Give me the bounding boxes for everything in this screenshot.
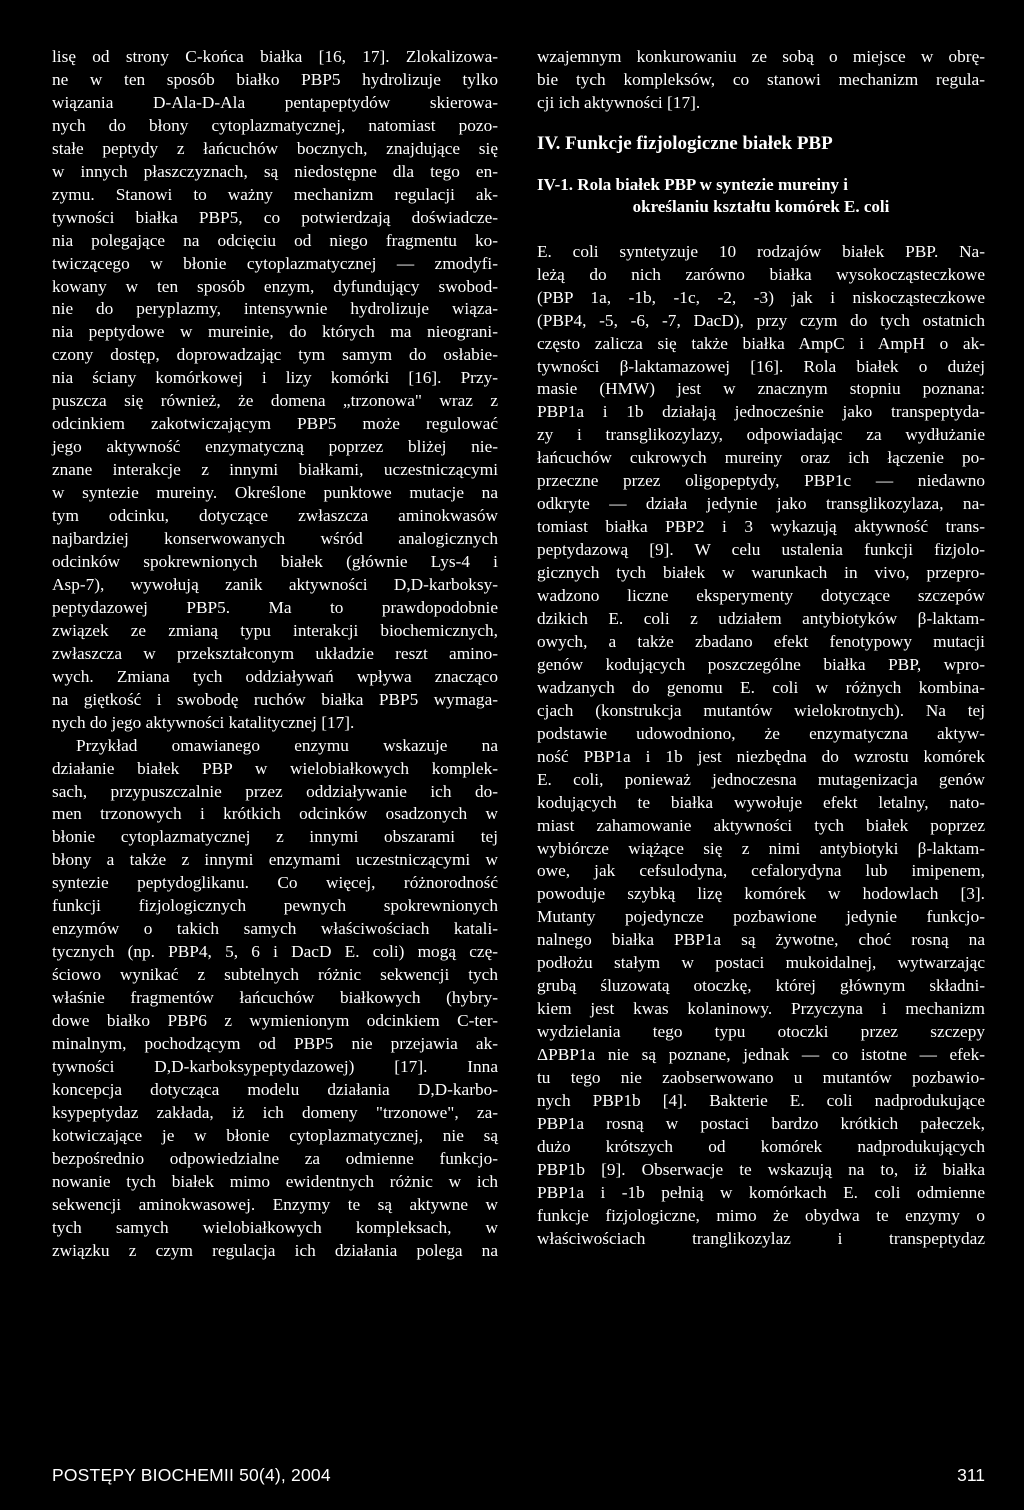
text-line: Asp-7), wywołują zanik aktywności D,D-karboksy-: [52, 574, 498, 594]
text-line: nie do peryplazmy, intensywnie hydrolizuje wiąza-: [52, 299, 498, 319]
text-line: najbardziej konserwowanych wśród analogicznych: [52, 529, 498, 549]
text-line: związku z czym regulacja ich działania polega na: [52, 1240, 498, 1260]
text-line: działanie białek PBP w wielobiałkowych komplek-: [52, 758, 498, 778]
text-line: ksypeptydaz zakłada, iż ich domeny "trzonowe", za-: [52, 1102, 498, 1122]
spacer: [537, 115, 985, 133]
text-line: powoduje szybką lizę komórek w hodowlach [3].: [537, 884, 985, 904]
text-line: tywności β-laktamazowej [16]. Rola białek o dużej: [537, 356, 985, 376]
text-line: E. coli syntetyzuje 10 rodzajów białek PBP. Na-: [537, 241, 985, 261]
text-line: grubą śluzowatą otoczkę, której głównym składni-: [537, 976, 985, 996]
text-line: ne w ten sposób białko PBP5 hydrolizuje tylko: [52, 69, 498, 89]
text-line: zymu. Stanowi to ważny mechanizm regulacji ak-: [52, 184, 498, 204]
text-line: nych do błony cytoplazmatycznej, natomiast pozo-: [52, 115, 498, 135]
text-line: wych. Zmiana tych oddziaływań wpływa znacząco: [52, 666, 498, 686]
text-line: łańcuchów cukrowych mureiny oraz ich łączenie po-: [537, 448, 985, 468]
text-line: przeczne przez oligopeptydy, PBP1c — niedawno: [537, 471, 985, 491]
text-line: kowany w ten sposób enzym, dyfundujący swobod-: [52, 276, 498, 296]
text-line: kotwiczające je w błonie cytoplazmatycznej, nie są: [52, 1125, 498, 1145]
text-line: tywności białka PBP5, co potwierdzają doświadcze-: [52, 207, 498, 227]
text-line: dzikich E. coli z udziałem antybiotyków β-laktam-: [537, 609, 985, 628]
text-line: tu tego nie zaobserwowano u mutantów pozbawio-: [537, 1068, 985, 1088]
text-line: enzymów o takich samych właściwościach katali-: [52, 919, 498, 939]
text-line: wydzielania tego typu otoczki przez szczepy: [537, 1022, 985, 1042]
paragraph-multiprotein-complexes: [52, 735, 498, 1263]
text-line: czony dostęp, doprowadzając tym samym do osłabie-: [52, 345, 498, 365]
text-line: podłożu stałym w postaci mukoidalnej, wytwarzając: [537, 953, 985, 973]
text-line: w syntezie mureiny. Określone punktowe mutacje na: [52, 483, 498, 503]
text-line: związek ze zmianą typu interakcji biochemicznych,: [52, 620, 498, 640]
text-line: gicznych tych białek w warunkach in vivo, przepro-: [537, 563, 985, 583]
right-column: [537, 46, 985, 1251]
text-line: nych do jego aktywności katalitycznej [17].: [52, 712, 355, 732]
text-line: nia polegające na odcięciu od niego fragmentu ko-: [52, 230, 498, 250]
text-line: cjach (konstrukcja mutantów wielokrotnych). Na tej: [537, 700, 985, 720]
text-line: nalnego białka PBP1a są żywotne, choć rosną na: [537, 930, 985, 950]
subsection-heading-line: IV-1. Rola białek PBP w syntezie mureiny i: [537, 174, 849, 194]
text-line: ściowo wynikać z subtelnych różnic sekwencji tych: [52, 965, 498, 985]
paragraph-pbp5-regulation: [52, 46, 498, 735]
spacer: [537, 218, 985, 241]
section-heading: IV. Funkcje fizjologiczne białek PBP: [537, 132, 833, 154]
text-line: lisę od strony C-końca białka [16, 17]. Zlokalizowa-: [52, 47, 498, 66]
text-line: dowe białko PBP6 z wymienionym odcinkiem C-ter-: [52, 1011, 498, 1031]
page-number: 311: [957, 1465, 985, 1485]
text-line: nych PBP1b [4]. Bakterie E. coli nadprodukujące: [537, 1091, 985, 1111]
text-line: błonie cytoplazmatycznej z innymi obszarami tej: [52, 827, 498, 847]
text-line: wadzono liczne eksperymenty dotyczące szczepów: [537, 586, 985, 606]
subsection-heading: [537, 174, 985, 218]
text-line: kiem jest kwas kolaninowy. Przyczyna i mechanizm: [537, 999, 985, 1019]
text-line: ΔPBP1a nie są poznane, jednak — co istotne — efek-: [537, 1045, 985, 1065]
text-line: minalnym, pochodzącym od PBP5 nie przejawia ak-: [52, 1033, 498, 1053]
text-line: nia ściany komórkowej i lizy komórki [16]. Przy-: [52, 368, 498, 388]
text-line: (PBP4, -5, -6, -7, DacD), przy czym do tych ostatnich: [537, 310, 985, 330]
text-line: masie (HMW) jest w znacznym stopniu poznana:: [537, 379, 985, 399]
text-line: E. coli, ponieważ jednoczesna mutagenizacja genów: [537, 769, 985, 789]
text-line: ność PBP1a i 1b jest niezbędna do wzrostu komórek: [537, 746, 985, 766]
text-line: men trzonowych i krótkich odcinków osadzonych w: [52, 804, 498, 824]
text-line: wadzanych do genomu E. coli w różnych kombina-: [537, 677, 985, 697]
text-line: odkryte — działa jedynie jako transglikozylaza, na-: [537, 494, 985, 514]
text-line: tywności D,D-karboksypeptydazowej) [17]. Inna: [52, 1056, 498, 1076]
text-line: syntezie peptydoglikanu. Co więcej, różnorodność: [52, 873, 498, 893]
text-line: twiczącego w błonie cytoplazmatycznej — zmodyfi-: [52, 253, 498, 273]
text-line: peptydazową [9]. W celu ustalenia funkcji fizjolo-: [537, 540, 985, 560]
text-line: puszcza się również, że domena „trzonowa" wraz z: [52, 391, 498, 411]
text-line: właśnie fragmentów łańcuchów białkowych (hybry-: [52, 988, 498, 1008]
text-line: Przykład omawianego enzymu wskazuje na: [76, 735, 498, 755]
text-line: podstawie udowodniono, że enzymatyczna aktyw-: [537, 723, 985, 743]
left-column: [52, 46, 498, 1263]
text-line: funkcji fizjologicznych pewnych spokrewnionych: [52, 896, 498, 916]
text-line: koncepcja dotycząca modelu działania D,D-karbo-: [52, 1079, 498, 1099]
text-line: nia peptydowe w mureinie, do których ma nieograni-: [52, 322, 498, 342]
text-line: PBP1a rosną w postaci bardzo krótkich pałeczek,: [537, 1113, 985, 1133]
text-line: peptydazowej PBP5. Ma to prawdopodobnie: [52, 597, 498, 617]
spacer: [537, 156, 985, 174]
text-line: w innych płaszczyznach, są niedostępne dla tego en-: [52, 161, 498, 181]
text-line: dużo krótszych od komórek nadprodukujących: [537, 1136, 985, 1156]
text-line: znane interakcje z innymi białkami, uczestniczącymi: [52, 460, 498, 480]
text-line: na giętkość i swobodę ruchów białka PBP5 wymaga-: [52, 689, 498, 709]
text-line: bezpośrednio odpowiedzialne za odmienne funkcjo-: [52, 1148, 498, 1168]
text-line: cji ich aktywności [17].: [537, 92, 701, 112]
text-line: zwłaszcza w przekształconym układzie reszt amino-: [52, 643, 498, 663]
text-line: (PBP 1a, -1b, -1c, -2, -3) jak i niskocząsteczkowe: [537, 287, 985, 307]
text-line: Mutanty pojedyncze pozbawione jedynie funkcjo-: [537, 907, 985, 927]
paragraph-pbp-functions: [537, 241, 985, 1251]
text-line: odcinkiem zakotwiczającym PBP5 może regulować: [52, 414, 498, 434]
text-line: tycznych (np. PBP4, 5, 6 i DacD E. coli) mogą czę-: [52, 942, 498, 962]
text-line: kodujących te białka wywołuje efekt letalny, nato-: [537, 792, 985, 812]
text-line: wzajemnym konkurowaniu ze sobą o miejsce w obrę-: [537, 47, 985, 66]
text-line: bie tych kompleksów, co stanowi mechanizm regula-: [537, 69, 985, 89]
text-line: tym odcinku, dotyczące zwłaszcza aminokwasów: [52, 506, 498, 526]
text-line: zy i transglikozylazy, odpowiadając za wydłużanie: [537, 425, 985, 445]
text-line: genów kodujących poszczególne białka PBP, wpro-: [537, 654, 985, 674]
text-line: stałe peptydy z łańcuchów bocznych, znajdujące się: [52, 138, 498, 158]
text-line: owych, a także zbadano efekt fenotypowy mutacji: [537, 631, 985, 651]
text-line: wiązania D-Ala-D-Ala pentapeptydów skierowa-: [52, 92, 498, 112]
text-line: właściwościach tranglikozylaz i transpeptydaz: [537, 1228, 985, 1248]
text-line: PBP1a i -1b pełnią w komórkach E. coli odmienne: [537, 1182, 985, 1202]
text-line: sach, przypuszczalnie przez oddziaływanie ich do-: [52, 781, 498, 801]
text-line: leżą do nich zarówno białka wysokocząsteczkowe: [537, 264, 985, 284]
text-line: sekwencji aminokwasowej. Enzymy te są aktywne w: [52, 1194, 498, 1214]
text-line: miast zahamowanie aktywności tych białek poprzez: [537, 815, 985, 835]
text-line: owe, jak cefsulodyna, cefalorydyna lub imipenem,: [537, 861, 985, 881]
text-line: PBP1b [9]. Obserwacje te wskazują na to, iż białka: [537, 1159, 985, 1179]
text-line: nowanie tych białek mimo ewidentnych różnic w ich: [52, 1171, 498, 1191]
text-line: funkcje fizjologiczne, mimo że obydwa te enzymy o: [537, 1205, 985, 1225]
paragraph-continuation: [537, 46, 985, 115]
text-line: odcinków spokrewnionych białek (głównie Lys-4 i: [52, 551, 498, 571]
journal-name: POSTĘPY BIOCHEMII 50(4), 2004: [52, 1465, 331, 1485]
text-line: PBP1a i 1b działają jednocześnie jako transpeptyda-: [537, 402, 985, 422]
text-line: jego aktywność enzymatyczną poprzez bliżej nie-: [52, 437, 498, 457]
text-line: często zalicza się także białka AmpC i AmpH o ak-: [537, 333, 985, 353]
text-line: tomiast białka PBP2 i 3 wykazują aktywność trans-: [537, 517, 985, 537]
text-line: wybiórcze wiążące się z nimi antybiotyki β-laktam-: [537, 838, 985, 858]
text-line: błony a także z innymi enzymami uczestniczącymi w: [52, 850, 498, 870]
text-line: tych samych wielobiałkowych kompleksach, w: [52, 1217, 498, 1237]
subsection-heading-line: określaniu kształtu komórek E. coli: [632, 196, 890, 216]
